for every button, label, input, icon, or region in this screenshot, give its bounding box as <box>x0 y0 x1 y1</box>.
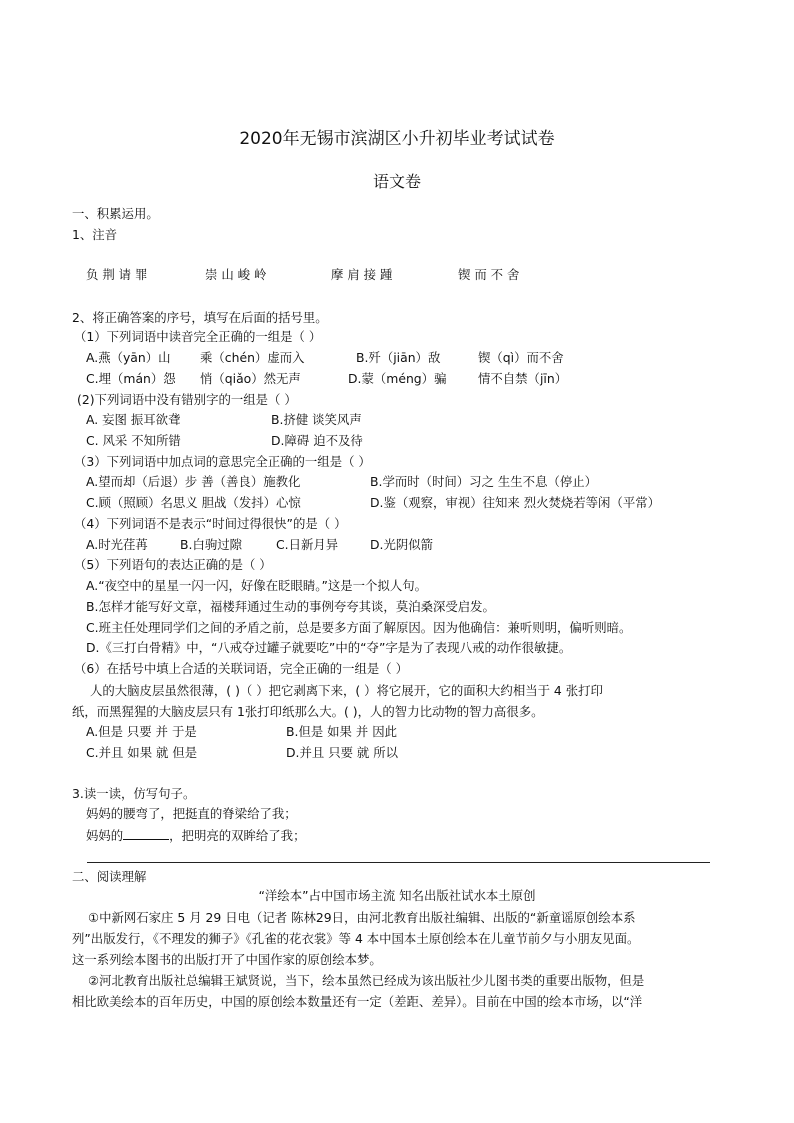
q2-1-option-d: D.蒙（méng）骗 <box>348 371 447 386</box>
article-p1-line1: ①中新网石家庄 5 月 29 日电（记者 陈林29日，由河北教育出版社编辑、出版的“新童谣原创绘本系 <box>88 910 636 925</box>
exam-subtitle: 语文卷 <box>372 172 421 191</box>
article-p2-line2: 相比欧美绘本的百年历史，中国的原创绘本数量还有一定（差距、差异）。目前在中国的绘本市场，以“洋 <box>72 994 643 1009</box>
q2-1-question: （1）下列词语中读音完全正确的一组是（ ） <box>74 329 322 344</box>
q2-6-question: （6）在括号中填上合适的关联词语，完全正确的一组是（ ） <box>74 661 408 676</box>
q2-6-option-b: B.但是 如果 并 因此 <box>286 724 397 739</box>
q2-5-option-c: C.班主任处理同学们之间的矛盾之前，总是要多方面了解原因。因为他确信：兼听则明，偏听则暗。 <box>86 620 632 635</box>
section1-heading: 一、积累运用。 <box>72 206 159 221</box>
pinyin-word-4: 锲 而 不 舍 <box>458 267 520 282</box>
q2-6-passage-line1: 人的大脑皮层虽然很薄，( )（ ）把它剥离下来，( ）将它展开，它的面积大约相当于 4 张打印 <box>90 683 603 698</box>
q2-1-option-b: B.歼（jiān）敌 <box>356 350 441 365</box>
article-title: “洋绘本”占中国市场主流 知名出版社试水本土原创 <box>258 888 536 903</box>
q2-1-option-a-word2: 乘（chén）虚而入 <box>200 350 305 365</box>
q2-1-option-d-word2: 情不自禁（jīn） <box>478 371 568 386</box>
q2-2-option-b: B.挤健 谈笑风声 <box>271 412 362 427</box>
q3-fill-line <box>86 827 305 844</box>
q3-fill-before: 妈妈的 <box>86 828 124 843</box>
q2-1-option-c-word2: 悄（qiǎo）然无声 <box>200 371 301 386</box>
q2-6-option-c: C.并且 如果 就 但是 <box>86 745 198 760</box>
q2-3-question: （3）下列词语中加点词的意思完全正确的一组是（ ） <box>74 454 371 469</box>
q2-3-option-b: B.学而时（时间）习之 生生不息（停止） <box>370 474 598 489</box>
q2-6-option-d: D.并且 只要 就 所以 <box>286 745 399 760</box>
q2-2-option-a: A. 妄图 振耳欲聋 <box>86 412 181 427</box>
article-p1-line2: 列”出版发行，《不理发的狮子》《孔雀的花衣裳》等 4 本中国本土原创绘本在儿童节前夕与小朋友见面。 <box>72 931 640 946</box>
q2-3-option-a: A.望而却（后退）步 善（善良）施教化 <box>86 474 301 489</box>
q3-answer-blank[interactable] <box>123 827 169 840</box>
q2-4-option-b: B.白驹过隙 <box>180 537 243 552</box>
article-p1-line3: 这一系列绘本图书的出版打开了中国作家的原创绘本梦。 <box>72 952 382 967</box>
q2-4-option-d: D.光阴似箭 <box>370 537 434 552</box>
section2-heading: 二、阅读理解 <box>72 869 147 884</box>
q2-5-option-d: D.《三打白骨精》中，“八戒夺过罐子就要吃”中的“夺”字是为了表现八戒的动作很敏捷。 <box>86 640 572 655</box>
q2-2-option-d: D.障碍 迫不及待 <box>271 433 363 448</box>
pinyin-word-1: 负 荆 请 罪 <box>86 267 148 282</box>
q3-example: 妈妈的腰弯了，把挺直的脊梁给了我； <box>86 806 297 821</box>
q2-5-option-a: A.“夜空中的星星一闪一闪，好像在眨眼睛。”这是一个拟人句。 <box>86 578 427 593</box>
q2-5-option-b: B.怎样才能写好文章，福楼拜通过生动的事例夸夸其谈，莫泊桑深受启发。 <box>86 599 495 614</box>
exam-title: 2020年无锡市滨湖区小升初毕业考试试卷 <box>239 129 555 149</box>
q2-1-option-a: A.燕（yān）山 <box>86 350 171 365</box>
q2-heading: 2、将正确答案的序号，填写在后面的括号里。 <box>72 310 328 325</box>
q3-fill-after: ，把明亮的双眸给了我； <box>169 828 306 843</box>
q1-heading: 1、注音 <box>72 227 118 242</box>
q2-4-option-c: C.日新月异 <box>276 537 339 552</box>
q2-3-option-c: C.顾（照顾）名思义 胆战（发抖）心惊 <box>86 495 301 510</box>
q2-2-question: (2)下列词语中没有错别字的一组是（ ） <box>77 392 297 407</box>
pinyin-word-3: 摩 肩 接 踵 <box>331 267 393 282</box>
q2-1-option-c: C.埋（mán）怨 <box>86 371 176 386</box>
q2-3-option-d: D.鉴（观察，审视）往知来 烈火焚烧若等闲（平常） <box>370 495 661 510</box>
section-divider <box>87 862 710 863</box>
q2-6-passage-line2: 纸，而黑猩猩的大脑皮层只有 1张打印纸那么大。( )，人的智力比动物的智力高很多。 <box>72 704 544 719</box>
article-p2-line1: ②河北教育出版社总编辑王斌贤说，当下，绘本虽然已经成为该出版社少儿图书类的重要出版物，但是 <box>88 973 645 988</box>
pinyin-word-2: 崇 山 峻 岭 <box>205 267 267 282</box>
q2-5-question: （5）下列语句的表达正确的是（ ） <box>74 557 272 572</box>
q2-4-option-a: A.时光荏苒 <box>86 537 148 552</box>
q2-6-option-a: A.但是 只要 并 于是 <box>86 724 197 739</box>
q2-4-question: （4）下列词语不是表示“时间过得很快”的是（ ） <box>74 516 347 531</box>
q2-2-option-c: C. 风采 不知所错 <box>86 433 181 448</box>
q3-heading: 3.读一读，仿写句子。 <box>72 786 196 801</box>
q2-1-option-b-word2: 锲（qì）而不舍 <box>478 350 564 365</box>
